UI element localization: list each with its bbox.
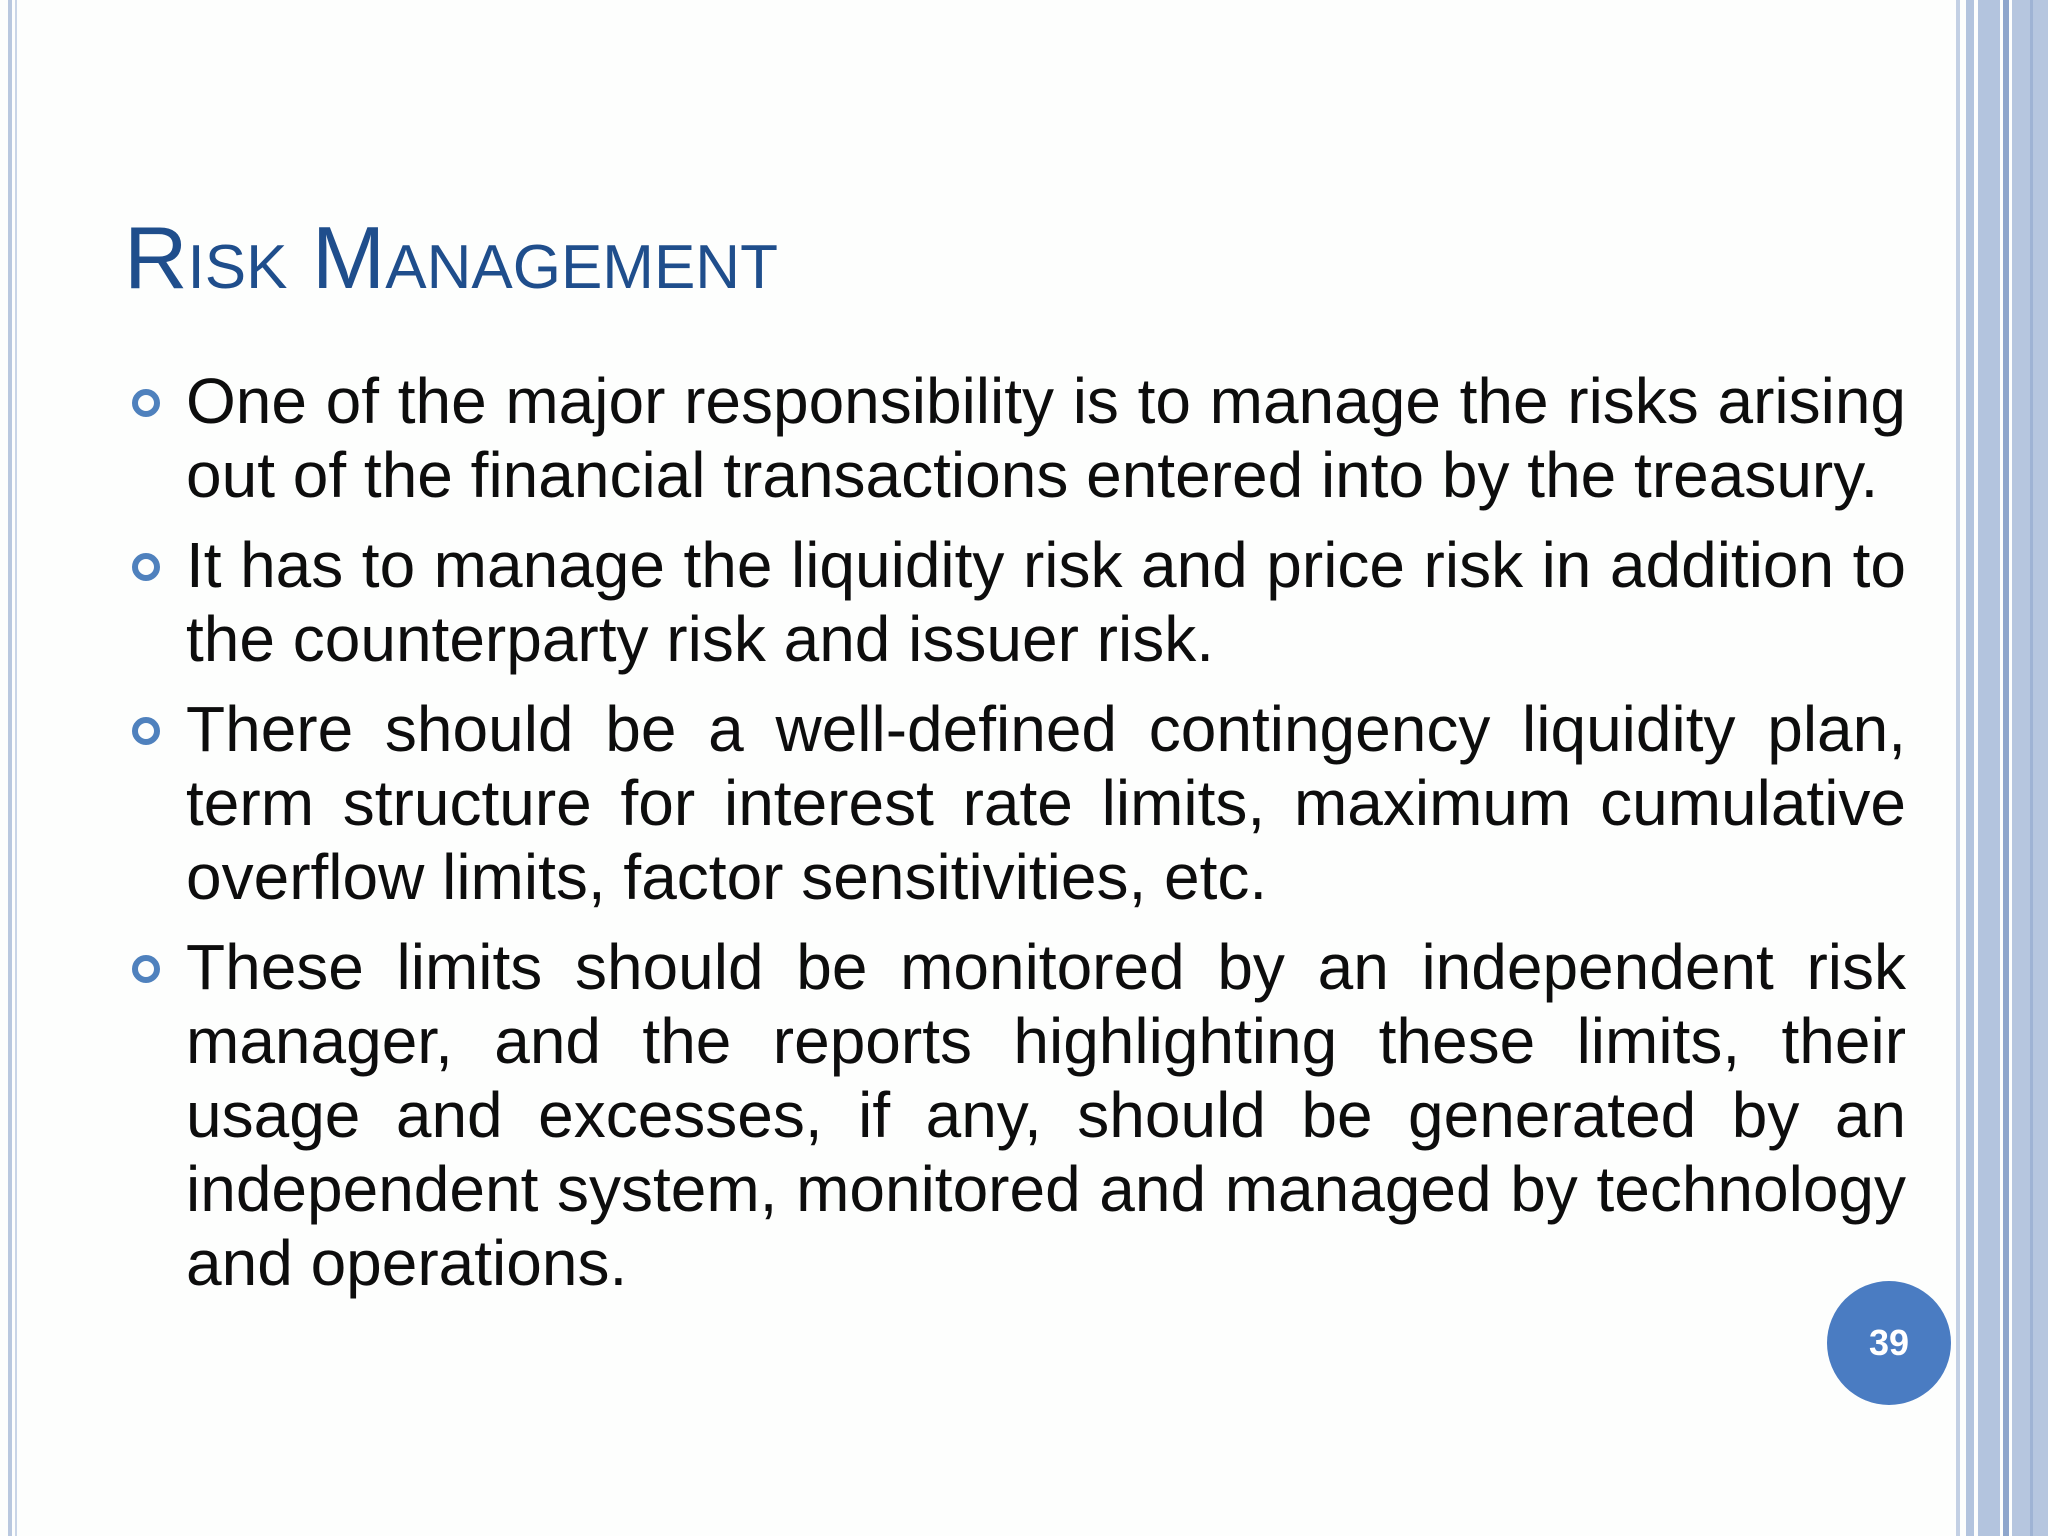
bullet-item	[186, 930, 1906, 1300]
bullet-text: There should be a well-defined contingency liquidity plan, term structure for interest rate limits, maximum cumulative overflow limits, factor sensitivities, etc.	[186, 693, 1906, 913]
bullet-item	[186, 692, 1906, 914]
hollow-circle-bullet-icon	[132, 717, 160, 745]
page-number-badge: 39	[1827, 1281, 1951, 1405]
hollow-circle-bullet-icon	[132, 553, 160, 581]
bullet-item	[186, 528, 1906, 676]
hollow-circle-bullet-icon	[132, 955, 160, 983]
slide-title: Risk Management	[124, 208, 778, 307]
right-border-line	[1956, 0, 1960, 1536]
right-border-line-dark	[2003, 0, 2009, 1536]
bullet-text: One of the major responsibility is to manage the risks arising out of the financial transactions entered into by the treasury.	[186, 365, 1906, 511]
bullet-text: It has to manage the liquidity risk and price risk in addition to the counterparty risk and issuer risk.	[186, 529, 1906, 675]
hollow-circle-bullet-icon	[132, 389, 160, 417]
bullet-list	[186, 364, 1906, 1316]
right-border-line-thin	[2030, 0, 2033, 1536]
right-border-band-wide	[1978, 0, 2000, 1536]
right-border-band	[1966, 0, 1974, 1536]
left-border-line-inner	[15, 0, 17, 1536]
bullet-item	[186, 364, 1906, 512]
bullet-text: These limits should be monitored by an independent risk manager, and the reports highlighting these limits, their usage and excesses, if any, should be generated by an independent system, monitored and managed by technology and operations.	[186, 931, 1906, 1299]
left-border-line	[8, 0, 12, 1536]
